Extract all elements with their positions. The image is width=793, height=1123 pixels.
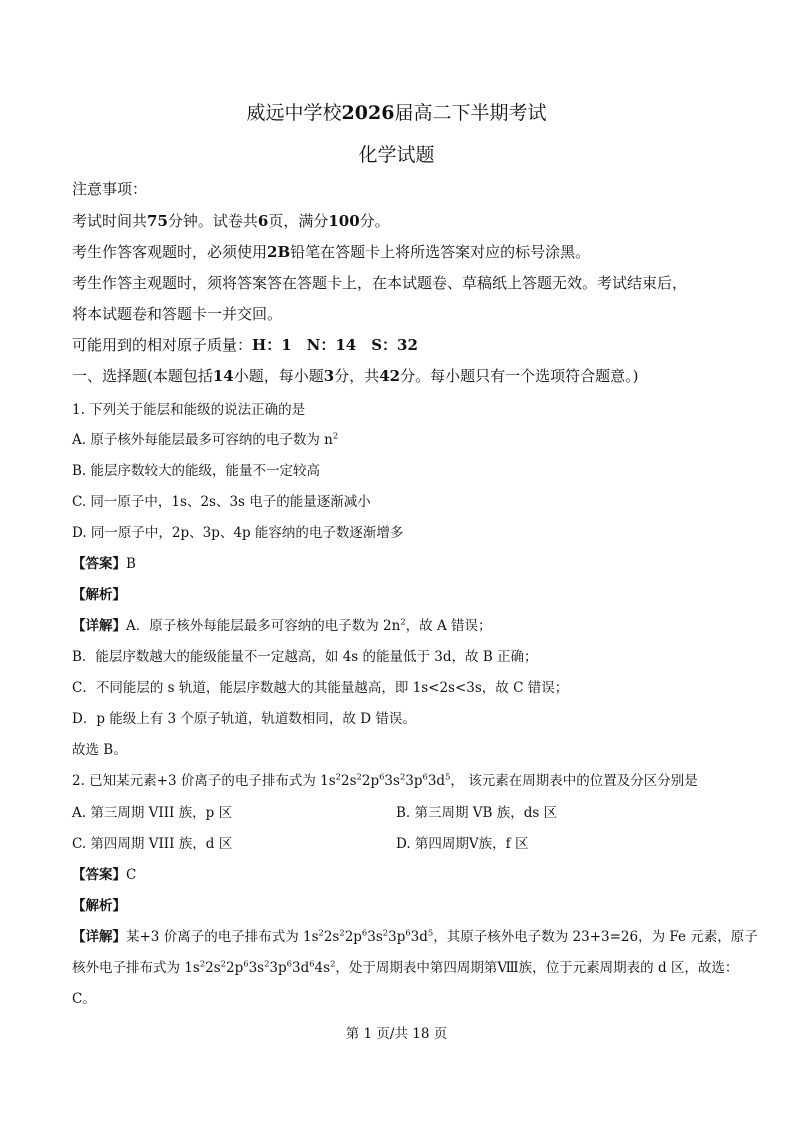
section-heading: 一、选择题(本题包括14小题，每小题3分，共42分。每小题只有一个选项符合题意。) [72,367,639,385]
notice-line-4: 将本试题卷和答题卡一并交回。 [72,305,283,323]
q1-option-d: D. 同一原子中，2p、3p、4p 能容纳的电子数逐渐增多 [72,525,404,541]
q2-analysis-label: 【解析】 [72,898,126,914]
page-subtitle: 化学试题 [358,144,435,166]
q2-option-c: C. 第四周期 VIII 族，d 区 [72,836,233,852]
q1-option-a: A. 原子核外每能层最多可容纳的电子数为 $n^2$ [72,430,339,448]
q2-detail-2: 核外电子排布式为 $1s^22s^22p^63s^23p^63d^64s^2$，处于周期表中第四周期第Ⅷ族，位于元素周期表的 d 区，故选： [72,958,739,976]
q1-detail-4: D．p 能级上有 3 个原子轨道，轨道数相同，故 D 错误。 [72,711,416,727]
q1-stem: 1. 下列关于能层和能级的说法正确的是 [72,402,306,418]
q2-option-a: A. 第三周期 VIII 族，p 区 [72,805,233,821]
notice-heading: 注意事项： [72,180,148,198]
notice-line-3: 考生作答主观题时，须将答案答在答题卡上，在本试题卷、草稿纸上答题无效。考试结束后， [72,274,688,292]
q1-detail-1: 【详解】A．原子核外每能层最多可容纳的电子数为 $2n^2$，故 A 错误； [72,616,492,634]
q2-option-b: B. 第三周期 VB 族，ds 区 [396,805,558,821]
q1-analysis-label: 【解析】 [72,587,126,603]
q1-detail-2: B．能层序数越大的能级能量不一定越高，如 4s 的能量低于 3d，故 B 正确； [72,649,538,665]
q1-answer: 【答案】B [72,556,136,572]
notice-line-2: 考生作答客观题时，必须使用2B铅笔在答题卡上将所选答案对应的标号涂黑。 [72,243,591,261]
atomic-mass-line: 可能用到的相对原子质量：H：1 N：14 S：32 [72,336,418,354]
notice-line-1: 考试时间共75分钟。试卷共6页，满分100分。 [72,212,390,230]
q2-answer: 【答案】C [72,867,137,883]
page-title: 威远中学校2026届高二下半期考试 [246,102,547,124]
page-footer: 第 1 页/共 18 页 [345,1026,448,1042]
q2-detail-1: 【详解】某+3 价离子的电子排布式为 $1s^22s^22p^63s^23p^63d^5$，其原子核外电子数为 23+3=26，为 Fe 元素，原子 [72,927,758,945]
q2-option-d: D. 第四周期Ⅴ族，f 区 [396,836,529,852]
q1-conclusion: 故选 B。 [72,742,127,758]
q2-stem: 2. 已知某元素+3 价离子的电子排布式为 $1s^22s^22p^63s^23p^63d^5$， 该元素在周期表中的位置及分区分别是 [72,771,698,789]
q2-detail-3: C。 [72,991,96,1007]
q1-detail-3: C．不同能层的 s 轨道，能层序数越大的其能量越高，即 1s<2s<3s，故 C 错误； [72,680,569,696]
q1-option-b: B. 能层序数较大的能级，能量不一定较高 [72,463,321,479]
q1-option-c: C. 同一原子中，1s、2s、3s 电子的能量逐渐减小 [72,494,371,510]
